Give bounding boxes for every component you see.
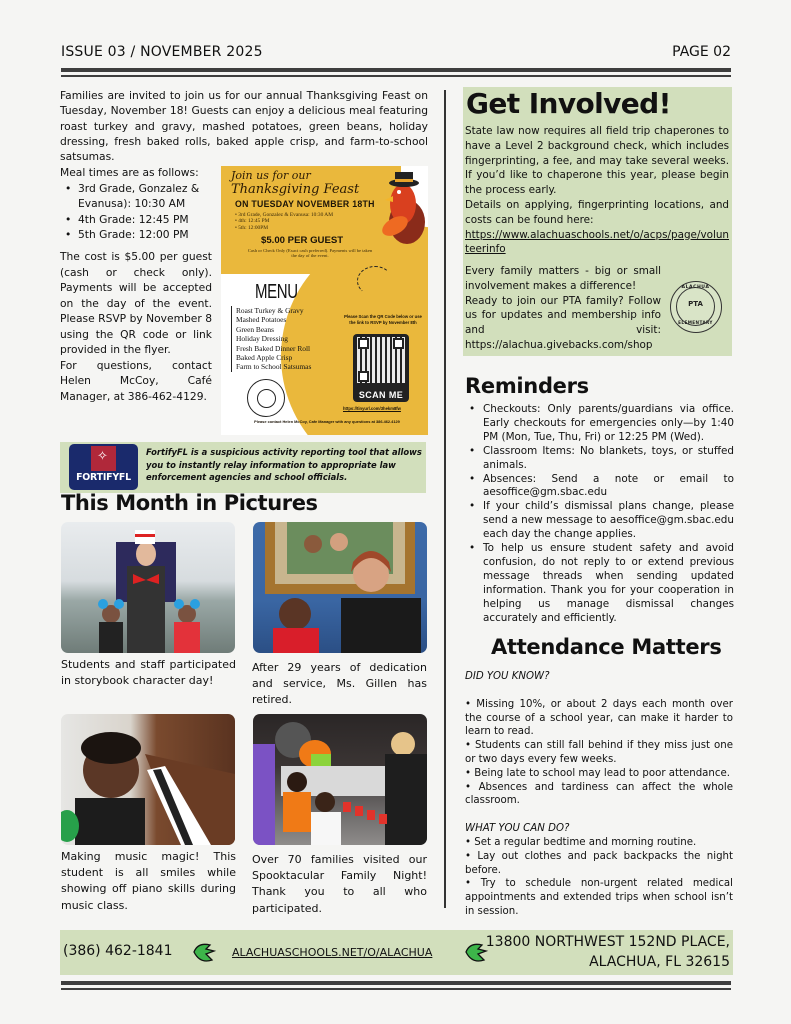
do-item: • Lay out clothes and pack backpacks the night before. [465, 850, 733, 876]
get-involved-title: Get Involved! [466, 87, 671, 120]
flyer-script-line2: Thanksgiving Feast [231, 182, 360, 197]
page-number: PAGE 02 [672, 44, 731, 60]
fortifyfl-banner [60, 442, 426, 493]
pta-badge-center: PTA [688, 300, 703, 308]
gator-footprint-icon [190, 942, 220, 964]
qr-finder-icon [358, 371, 369, 382]
know-item: • Missing 10%, or about 2 days each month over the course of a school year, can make it harder to learn to read. [465, 698, 733, 738]
fortifyfl-description: FortifyFL is a suspicious activity reporting tool that allows you to instantly relay information to appropriate law enforcement agencies and school officials. [146, 447, 422, 483]
reminder-item: • Absences: Send a note or email to aesoffice@gm.sbac.edu [466, 473, 734, 501]
pta-badge-bottom: ELEMENTARY [678, 320, 713, 325]
details-text: Details on applying, fingerprinting locations, and costs can be found here: [465, 198, 729, 226]
fortifyfl-logo[interactable] [69, 444, 138, 490]
photo-family-night [253, 714, 427, 845]
header-rule-thick [61, 68, 731, 72]
piano-photo-icon [61, 714, 235, 845]
do-item: • Try to schedule non-urgent related medical appointments and extended trips when school isn’t in session. [465, 878, 733, 917]
reminder-item: • Classroom Items: No blankets, toys, or stuffed animals. [466, 445, 734, 473]
pta-badge-icon [670, 281, 722, 333]
footer-bar [60, 930, 733, 975]
newsletter-header [61, 44, 731, 64]
flyer-rsvp-link[interactable]: https://tinyurl.com/3hekm8fw [343, 406, 401, 411]
address-line2: ALACHUA, FL 32615 [589, 954, 730, 970]
meal-times-heading: Meal times are as follows: [60, 166, 199, 179]
farm-to-school-seal-icon [247, 379, 285, 417]
pta-join-text: Ready to join our PTA family? Follow us for updates and membership info and visit: https://alachua.givebacks.com/shop [465, 294, 661, 351]
family-matters-text: Every family matters - big or small involvement makes a difference! [465, 265, 661, 292]
photo-retirement [253, 522, 427, 653]
get-involved-panel [463, 87, 732, 356]
menu-item: Roast Turkey & Gravy [236, 306, 304, 315]
retirement-photo-icon [253, 522, 427, 653]
pictures-title: This Month in Pictures [61, 491, 318, 515]
menu-item: Holiday Dressing [236, 334, 288, 344]
photo-caption: Students and staff participated in storybook character day! [61, 658, 236, 688]
scan-me-label: SCAN ME [358, 390, 404, 400]
flyer-cash-note: Cash or Check Only (Exact cash preferred). Payments will be taken the day of the event. [247, 248, 373, 259]
storybook-photo-icon [61, 522, 235, 653]
meal-time-item: • 4th Grade: 12:45 PM [60, 212, 220, 227]
feast-intro: Families are invited to join us for our annual Thanksgiving Feast on Tuesday, November 18! Guests can enjoy a delicious meal featuring roast turkey and gravy, mashed potatoes, green beans, holiday dressing, fresh baked rolls, baked apple crisp, and farm-to-school satsumas. [60, 89, 428, 164]
menu-item: Farm to School Satsumas [236, 362, 312, 372]
what-you-can-do-heading: WHAT YOU CAN DO? [465, 823, 570, 835]
flyer-contact: Please contact Helen McCoy, Cafe Manager with any questions at 386.462.4129 [254, 419, 400, 424]
megaphone-icon [91, 446, 116, 471]
pta-body [465, 264, 661, 353]
pta-badge-top: ALACHUA [681, 285, 710, 290]
know-item: • Being late to school may lead to poor attendance. [465, 767, 730, 779]
reminder-item: • To help us ensure student safety and avoid confusion, do not reply to or extend previous message threads when sending updated information. Thank you for your cooperation in helping us manage dismissal changes accurately and efficiently. [466, 542, 734, 625]
attendance-title: Attendance Matters [491, 635, 722, 659]
reminder-item: • If your child’s dismissal plans change, please send a new message to aesoffice@gm.sbac.edu each day the change applies. [466, 500, 734, 542]
spacer [465, 684, 733, 698]
turkey-icon [373, 170, 425, 250]
know-item: • Absences and tardiness can affect the whole classroom. [465, 781, 733, 807]
footer-website-link[interactable]: ALACHUASCHOOLS.NET/O/ALACHUA [232, 946, 433, 959]
footer-phone[interactable]: (386) 462-1841 [63, 943, 173, 959]
do-item: • Set a regular bedtime and morning routine. [465, 836, 697, 848]
header-rule-thin [61, 75, 731, 77]
flyer-script-line1: Join us for our [231, 169, 311, 182]
know-item: • Students can still fall behind if they miss just one or two days every few weeks. [465, 740, 733, 765]
footer-rule-thick [61, 981, 731, 985]
photo-caption: Over 70 families visited our Spooktacular Family Night! Thank you to all who participated. [252, 853, 427, 915]
feast-cost-block [60, 249, 212, 404]
column-divider [444, 90, 446, 908]
reminders-title: Reminders [465, 374, 589, 398]
feast-contact: For questions, contact Helen McCoy, Café Manager, at 386-462-4129. [60, 358, 212, 403]
footer-rule-thin [61, 988, 731, 990]
family-night-photo-icon [253, 714, 427, 845]
photo-piano [61, 714, 235, 845]
flyer-menu-list [231, 306, 311, 372]
thanksgiving-flyer [221, 166, 428, 435]
flyer-times [235, 212, 333, 231]
address-line1: 13800 NORTHWEST 152ND PLACE, [485, 934, 730, 950]
photo-caption: After 29 years of dedication and service, Ms. Gillen has retired. [252, 661, 427, 707]
flyer-date: ON TUESDAY NOVEMBER 18TH [235, 199, 375, 210]
meal-times-list [60, 181, 220, 243]
get-involved-body [465, 124, 729, 257]
spacer [465, 808, 733, 822]
flyer-time-item: • 3rd Grade, Gonzalez & Evanusa: 10:30 AM [235, 212, 333, 218]
did-you-know-heading: DID YOU KNOW? [465, 671, 550, 682]
reminder-item: • Checkouts: Only parents/guardians via office. Early checkouts for emergencies only—by 1:40 PM (Mon, Tue, Thu, Fri) or 12:25 PM (Wed). [466, 403, 734, 445]
qr-finder-icon [358, 338, 369, 349]
qr-code[interactable] [353, 334, 409, 402]
meal-time-item: • 3rd Grade, Gonzalez & Evanusa): 10:30 AM [60, 181, 220, 212]
photo-caption: Making music magic! This student is all smiles while showing off piano skills during music class. [61, 850, 236, 912]
chaperone-requirement: State law now requires all field trip chaperones to have a Level 2 background check, which includes fingerprinting, a fee, and may take several weeks. If you’d like to chaperone this year, please begin the process early. [465, 125, 729, 197]
menu-item: Fresh Baked Dinner Roll [236, 343, 311, 353]
flyer-time-item: • 4th: 12:45 PM [235, 218, 270, 225]
menu-item: Baked Apple Crisp [236, 353, 293, 363]
menu-item: Green Beans [236, 324, 274, 334]
issue-label: ISSUE 03 / NOVEMBER 2025 [61, 44, 263, 60]
meal-time-item: • 5th Grade: 12:00 PM [60, 227, 220, 242]
photo-storybook-day [61, 522, 235, 653]
attendance-body [465, 670, 733, 919]
flyer-dashed-path [357, 266, 393, 296]
reminders-list [466, 403, 734, 626]
fortifyfl-logo-text: FORTIFYFL [76, 472, 131, 483]
feast-cost: The cost is $5.00 per guest (cash or check only). Payments will be accepted on the day of the event. Please RSVP by November 8 using the QR code or link provided in the flyer. [60, 250, 212, 356]
flyer-price: $5.00 PER GUEST [261, 235, 344, 246]
flyer-menu-title: MENU [255, 281, 298, 303]
flyer-scan-note: Please Scan the QR Code below or use the link to RSVP by November 8th [344, 314, 422, 325]
flyer-time-item: • 5th: 12:00PM [235, 224, 269, 231]
menu-item: Mashed Potatoes [236, 315, 287, 325]
footer-address [486, 932, 730, 972]
volunteer-info-link[interactable]: https://www.alachuaschools.net/o/acps/page/volunteerinfo [465, 228, 730, 256]
qr-finder-icon [393, 338, 404, 349]
